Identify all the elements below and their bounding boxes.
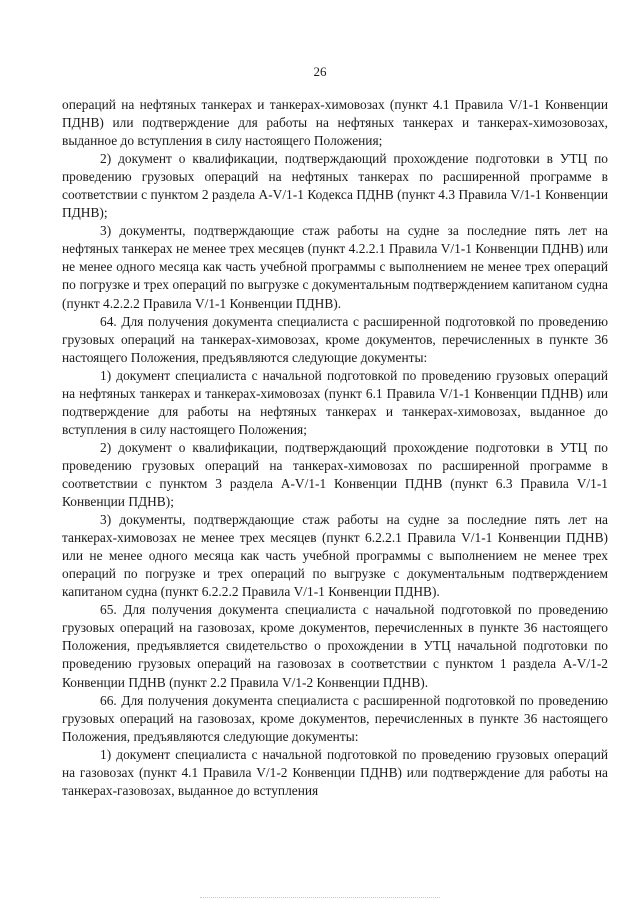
page-number: 26: [313, 64, 327, 79]
clause-64-item-1: 1) документ специалиста с начальной подготовкой по проведению грузовых операций на нефтяных танкерах и танкерах-химовозах (пункт 6.1 Правила V/1-1 Конвенции ПДНВ) или подтверждение для работы на нефтяных танкерах и танкерах-химовозах, выданное до вступления в силу настоящего Положения;: [62, 367, 608, 437]
clause-66: 66. Для получения документа специалиста с расширенной подготовкой по проведению грузовых операций на газовозах, кроме документов, перечисленных в пункте 36 настоящего Положения, предъявляются следующие документы:: [62, 692, 608, 744]
bottom-divider: [200, 897, 440, 898]
clause-65: 65. Для получения документа специалиста с начальной подготовкой по проведению грузовых операций на газовозах, кроме документов, перечисленных в пункте 36 настоящего Положения, предъявляется свидетельство о прохождении в УТЦ начальной подготовки по проведению грузовых операций на газовозах в соответствии с пунктом 1 раздела A-V/1-2 Конвенции ПДНВ (пункт 2.2 Правила V/1-2 Конвенции ПДНВ).: [62, 602, 608, 690]
paragraph-continuation: операций на нефтяных танкерах и танкерах-химовозах (пункт 4.1 Правила V/1-1 Конвенции ПДНВ) или подтверждение для работы на нефтяных танкерах и танкерах-химозовозах, выданное до вступления в силу настоящего Положения;: [62, 97, 608, 149]
list-item-3: 3) документы, подтверждающие стаж работы на судне за последние пять лет на нефтяных танкерах не менее трех месяцев (пункт 4.2.2.1 Правила V/1-1 Конвенции ПДНВ) или не менее одного месяца как часть учебной программы с выполнением не менее трех операций по погрузке и трех операций по выгрузке с документальным подтверждением капитаном судна (пункт 4.2.2.2 Правила V/1-1 Конвенции ПДНВ).: [62, 223, 608, 311]
clause-66-item-1: 1) документ специалиста с начальной подготовкой по проведению грузовых операций на газовозах (пункт 4.1 Правила V/1-2 Конвенции ПДНВ) или подтверждение для работы на танкерах-газовозах, выданное до вступления: [62, 746, 608, 798]
document-body: [62, 96, 608, 800]
list-item-2: 2) документ о квалификации, подтверждающий прохождение подготовки в УТЦ по проведению грузовых операций на нефтяных танкерах по расширенной программе в соответствии с пунктом 2 раздела A-V/1-1 Кодекса ПДНВ (пункт 4.3 Правила V/1-1 Конвенции ПДНВ);: [62, 151, 608, 221]
clause-64-item-3: 3) документы, подтверждающие стаж работы на судне за последние пять лет на танкерах-химовозах не менее трех месяцев (пункт 6.2.2.1 Правила V/1-1 Конвенции ПДНВ) или не менее одного месяца как часть учебной программы с выполнением не менее трех операций по погрузке и трех операций по выгрузке с документальным подтверждением капитаном судна (пункт 6.2.2.2 Правила V/1-1 Конвенции ПДНВ).: [62, 512, 608, 600]
clause-64: 64. Для получения документа специалиста с расширенной подготовкой по проведению грузовых операций на танкерах-химовозах, кроме документов, перечисленных в пункте 36 настоящего Положения, предъявляются следующие документы:: [62, 313, 608, 365]
clause-64-item-2: 2) документ о квалификации, подтверждающий прохождение подготовки в УТЦ по проведению грузовых операций на танкерах-химовозах по расширенной программе в соответствии с пунктом 3 раздела A-V/1-1 Конвенции ПДНВ (пункт 6.3 Правила V/1-1 Конвенции ПДНВ);: [62, 439, 608, 510]
